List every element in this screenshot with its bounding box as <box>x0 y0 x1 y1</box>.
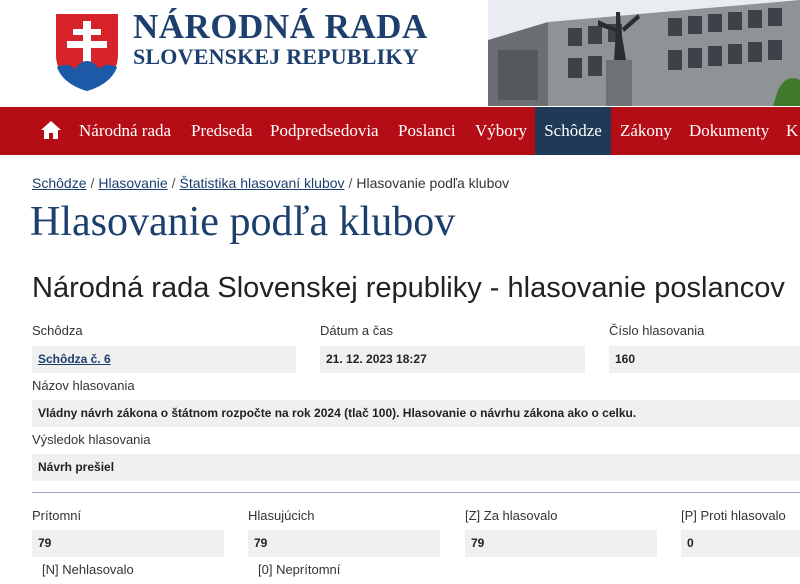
page-subtitle: Národná rada Slovenskej republiky - hlasovanie poslancov <box>32 272 785 304</box>
pritomni-value: 79 <box>32 530 224 557</box>
nav-item-predseda[interactable]: Predseda <box>191 121 253 140</box>
nav-item-narodna-rada[interactable]: Národná rada <box>79 121 172 140</box>
coat-of-arms-logo[interactable] <box>53 11 121 93</box>
cislo-value: 160 <box>609 346 800 373</box>
vysledok-label: Výsledok hlasovania <box>32 432 151 447</box>
breadcrumb-separator: / <box>90 175 95 191</box>
nav-item-zakony[interactable]: Zákony <box>620 121 672 140</box>
breadcrumb-link-statistika[interactable]: Štatistika hlasovaní klubov <box>179 175 345 191</box>
vysledok-value: Návrh prešiel <box>32 454 800 481</box>
schodza-link[interactable]: Schôdza č. 6 <box>38 352 111 366</box>
brand[interactable] <box>133 8 428 68</box>
proti-label: [P] Proti hlasovalo <box>681 508 786 523</box>
home-icon[interactable] <box>40 120 62 140</box>
nazov-label: Názov hlasovania <box>32 378 135 393</box>
za-value: 79 <box>465 530 657 557</box>
site-header <box>0 0 800 106</box>
breadcrumb-link-schodze[interactable]: Schôdze <box>32 175 87 191</box>
nav-item-dokumenty[interactable]: Dokumenty <box>689 121 770 140</box>
proti-value: 0 <box>681 530 800 557</box>
nav-item-vybory[interactable]: Výbory <box>475 121 527 140</box>
nepritomni-label: [0] Neprítomní <box>258 562 341 577</box>
main-navigation <box>0 107 800 155</box>
hlasujucich-label: Hlasujúcich <box>248 508 315 523</box>
za-label: [Z] Za hlasovalo <box>465 508 558 523</box>
breadcrumb-current: Hlasovanie podľa klubov <box>356 175 510 191</box>
schodza-label: Schôdza <box>32 323 83 338</box>
divider <box>32 492 800 493</box>
breadcrumb <box>32 175 509 191</box>
schodza-value <box>32 346 296 373</box>
datum-value: 21. 12. 2023 18:27 <box>320 346 585 373</box>
nazov-value: Vládny návrh zákona o štátnom rozpočte na rok 2024 (tlač 100). Hlasovanie o návrhu zákona ako o celku. <box>32 400 800 427</box>
nehlasovalo-label: [N] Nehlasovalo <box>42 562 134 577</box>
nav-item-podpredsedovia[interactable]: Podpredsedovia <box>270 121 379 140</box>
brand-line1: NÁRODNÁ RADA <box>133 7 428 46</box>
datum-label: Dátum a čas <box>320 323 393 338</box>
nav-item-poslanci[interactable]: Poslanci <box>398 121 456 140</box>
cislo-label: Číslo hlasovania <box>609 323 705 338</box>
page-title: Hlasovanie podľa klubov <box>30 199 456 245</box>
brand-line2: SLOVENSKEJ REPUBLIKY <box>133 44 419 69</box>
pritomni-label: Prítomní <box>32 508 82 523</box>
parliament-building-image <box>488 0 800 106</box>
nav-item-schodze[interactable]: Schôdze <box>535 107 611 155</box>
breadcrumb-separator: / <box>171 175 176 191</box>
nav-item-overflow[interactable]: K <box>786 121 799 140</box>
hlasujucich-value: 79 <box>248 530 440 557</box>
breadcrumb-link-hlasovanie[interactable]: Hlasovanie <box>98 175 168 191</box>
breadcrumb-separator: / <box>348 175 353 191</box>
